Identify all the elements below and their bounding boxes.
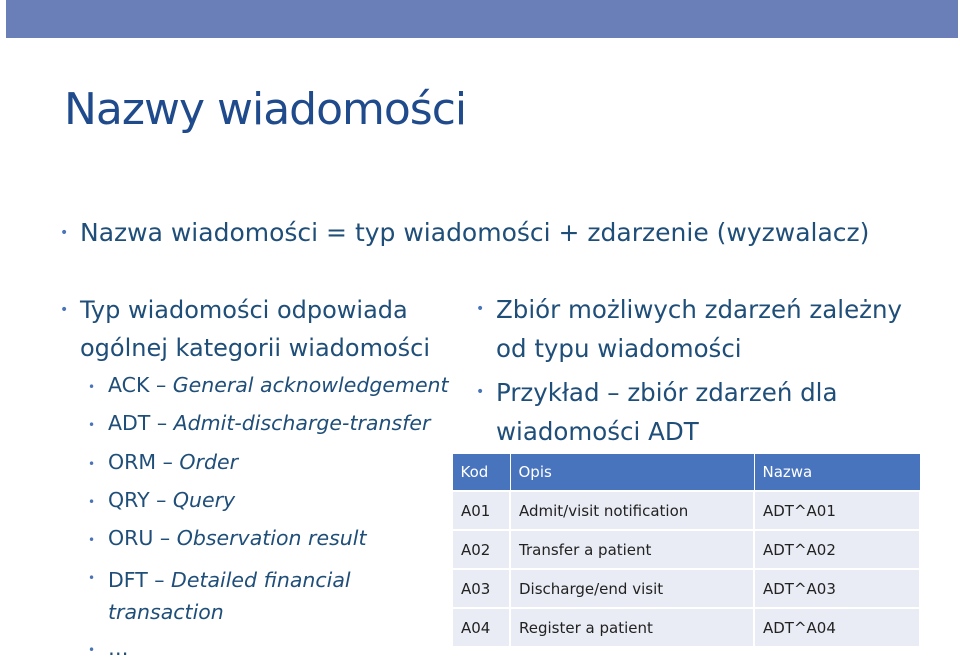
cell-nazwa: ADT^A03 [754, 569, 920, 608]
bullet-icon: • [60, 302, 69, 318]
top-banner [6, 0, 958, 38]
cell-kod: A02 [452, 530, 510, 569]
sub-item-ack: • ACK – General acknowledgement [88, 373, 458, 401]
left-bullet-text: Typ wiadomości odpowiada ogólnej kategorii wiadomości [80, 296, 431, 362]
item-code: ADT [108, 411, 151, 435]
sub-item-ellipsis [88, 636, 458, 664]
sub-item-qry: • QRY – Query [88, 488, 458, 516]
slide-title: Nazwy wiadomości [64, 84, 467, 135]
sub-item-dft: • DFT – Detailed financial transaction [88, 564, 388, 628]
table-row [452, 608, 920, 647]
table-row [452, 491, 920, 530]
ellipsis-text: … [108, 636, 129, 660]
left-bullet [60, 291, 480, 367]
bullet-icon: • [60, 225, 69, 241]
cell-nazwa: ADT^A04 [754, 608, 920, 647]
sub-item-adt: • ADT – Admit-discharge-transfer [88, 411, 458, 439]
table-row [452, 569, 920, 608]
header-kod: Kod [452, 454, 510, 492]
item-desc: Query [172, 488, 236, 512]
item-code: DFT [108, 568, 148, 592]
item-code: QRY [108, 488, 150, 512]
events-table [451, 453, 921, 648]
item-desc: Admit-discharge-transfer [173, 411, 431, 435]
bullet-icon: • [88, 533, 96, 547]
item-desc: Order [179, 450, 238, 474]
header-opis: Opis [510, 454, 754, 492]
cell-kod: A01 [452, 491, 510, 530]
bullet-icon: • [476, 301, 485, 317]
bullet-icon: • [88, 380, 96, 394]
cell-opis: Transfer a patient [510, 530, 754, 569]
item-code: ORU [108, 526, 154, 550]
item-code: ORM [108, 450, 157, 474]
cell-nazwa: ADT^A02 [754, 530, 920, 569]
bullet-icon: • [88, 457, 96, 471]
bullet-icon: • [88, 571, 96, 585]
item-desc: Observation result [176, 526, 367, 550]
item-desc: Detailed financial transaction [108, 568, 351, 624]
item-code: ACK [108, 373, 150, 397]
bullet-icon: • [88, 418, 96, 432]
right-bullet-1-text: Zbiór możliwych zdarzeń zależny od typu wiadomości [496, 295, 903, 363]
table-header-row [452, 454, 920, 492]
sub-item-oru: • ORU – Observation result [88, 526, 458, 554]
right-bullet-1 [476, 290, 936, 368]
cell-opis: Admit/visit notification [510, 491, 754, 530]
header-nazwa: Nazwa [754, 454, 920, 492]
bullet-icon: • [88, 495, 96, 509]
item-desc: General acknowledgement [172, 373, 449, 397]
cell-kod: A04 [452, 608, 510, 647]
bullet-icon: • [88, 643, 96, 657]
sub-item-orm: • ORM – Order [88, 450, 458, 478]
cell-kod: A03 [452, 569, 510, 608]
cell-opis: Discharge/end visit [510, 569, 754, 608]
right-bullet-2 [476, 373, 936, 451]
table-row [452, 530, 920, 569]
bullet-icon: • [476, 384, 485, 400]
cell-opis: Register a patient [510, 608, 754, 647]
cell-nazwa: ADT^A01 [754, 491, 920, 530]
right-bullet-2-text: Przykład – zbiór zdarzeń dla wiadomości ADT [496, 378, 838, 446]
main-bullet-text: Nazwa wiadomości = typ wiadomości + zdarzenie (wyzwalacz) [80, 218, 870, 247]
main-bullet [60, 218, 869, 248]
